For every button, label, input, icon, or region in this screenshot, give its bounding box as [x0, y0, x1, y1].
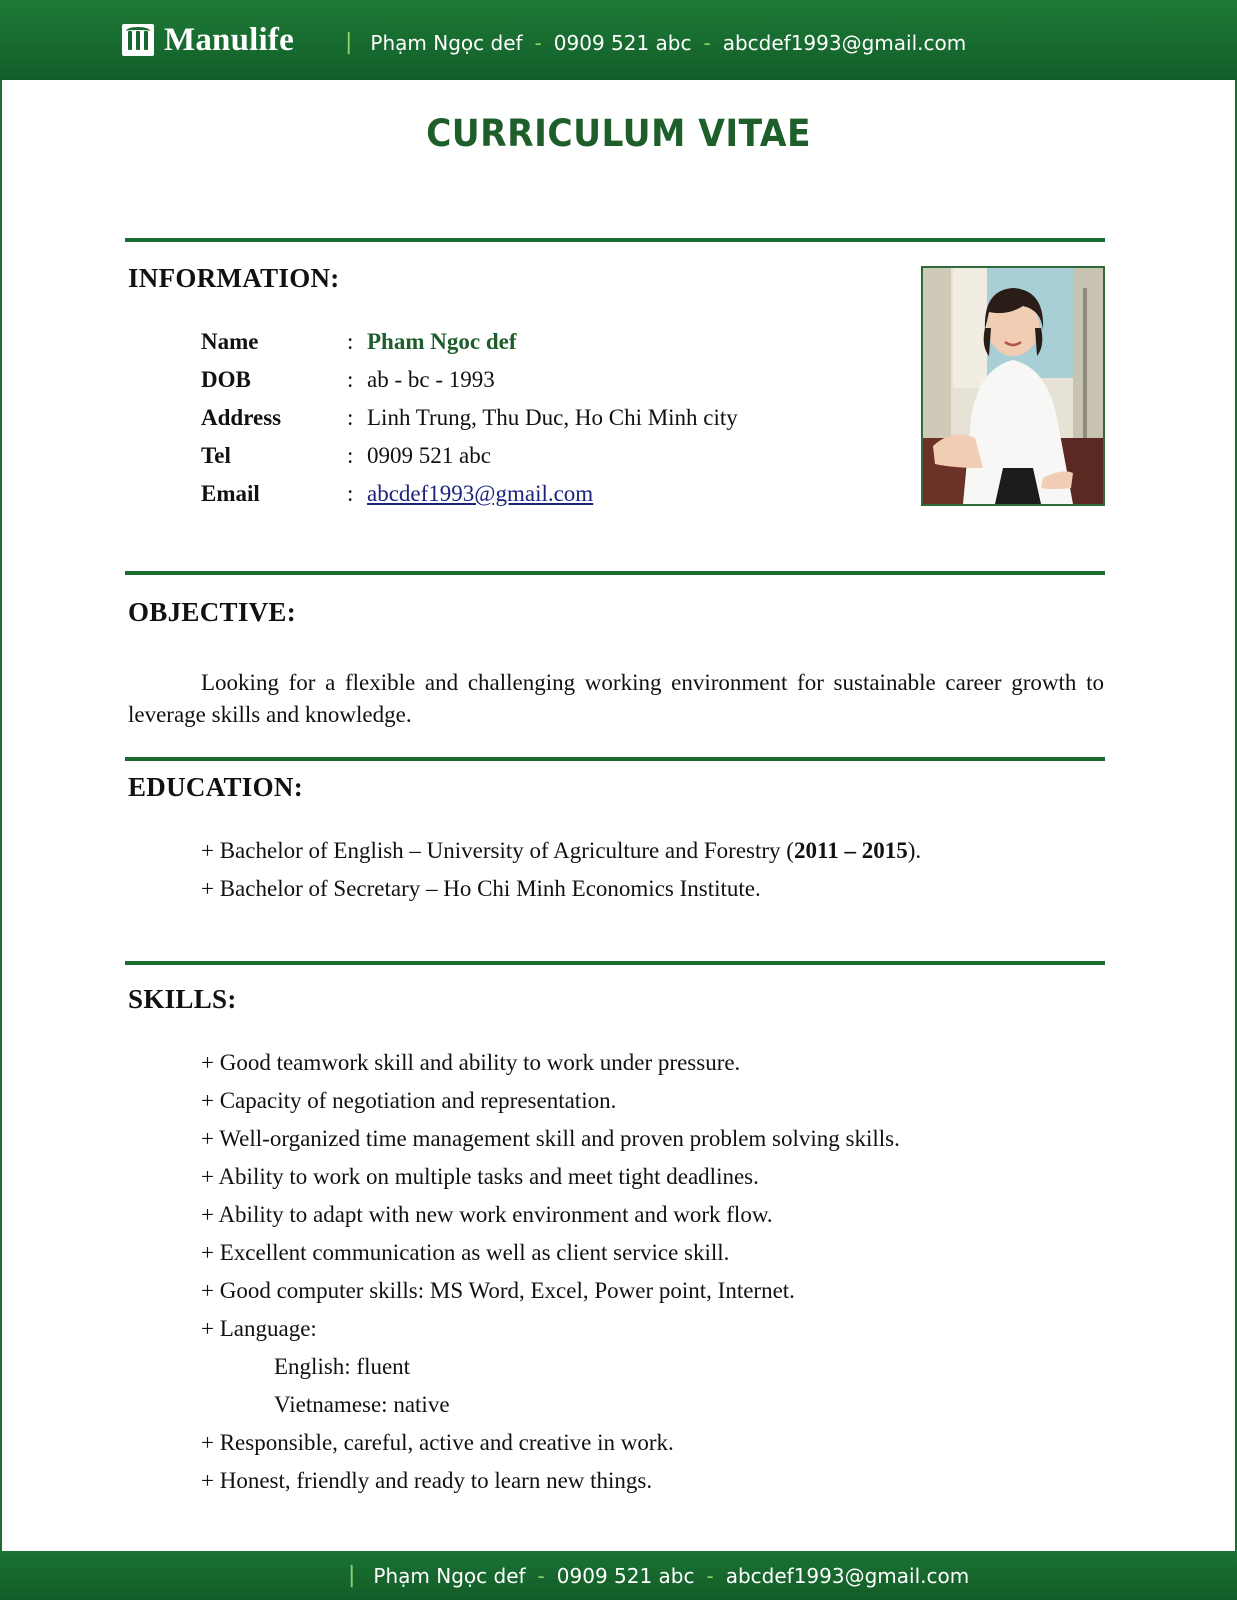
skill-item: + Good teamwork skill and ability to work under pressure. [201, 1050, 741, 1075]
skill-item: + Responsible, careful, active and creative in work. [201, 1430, 674, 1455]
skill-item: + Ability to work on multiple tasks and meet tight deadlines. [201, 1164, 759, 1189]
info-label: Email [201, 481, 260, 506]
info-colon: : [347, 329, 354, 354]
info-colon: : [347, 443, 354, 468]
header-contact-name: Phạm Ngọc def [370, 30, 523, 55]
info-value-address: Linh Trung, Thu Duc, Ho Chi Minh city [367, 405, 738, 430]
separator-dash: - [534, 30, 542, 55]
info-row-tel [201, 443, 491, 473]
section-divider [125, 238, 1105, 242]
skill-item: + Capacity of negotiation and representation. [201, 1088, 617, 1113]
education-heading: EDUCATION: [128, 772, 304, 802]
skill-item: + Excellent communication as well as client service skill. [201, 1240, 730, 1265]
info-colon: : [347, 405, 354, 430]
footer-contact [348, 1563, 969, 1588]
footer-contact-phone: 0909 521 abc [556, 1563, 695, 1588]
info-label: DOB [201, 367, 251, 392]
education-item: + Bachelor of Secretary – Ho Chi Minh Economics Institute. [201, 876, 761, 901]
separator-bar: | [345, 30, 353, 55]
information-heading: INFORMATION: [128, 263, 340, 293]
header-band [0, 0, 1237, 80]
info-value-dob: ab - bc - 1993 [367, 367, 495, 392]
info-colon: : [347, 481, 354, 506]
info-label: Tel [201, 443, 231, 468]
education-years: 2011 – 2015 [793, 838, 908, 863]
info-row-dob [201, 367, 495, 397]
skill-item: + Good computer skills: MS Word, Excel, Power point, Internet. [201, 1278, 795, 1303]
section-divider [125, 757, 1105, 761]
language-item: Vietnamese: native [274, 1392, 450, 1417]
info-row-name [201, 329, 516, 359]
info-row-email [201, 481, 593, 511]
info-colon: : [347, 367, 354, 392]
header-contact-phone: 0909 521 abc [553, 30, 692, 55]
objective-heading: OBJECTIVE: [128, 597, 297, 627]
footer-contact-email: abcdef1993@gmail.com [725, 1563, 970, 1588]
logo-text: Manulife [164, 21, 294, 58]
education-item-text: + Bachelor of English – University of Agriculture and Forestry ( [201, 838, 794, 863]
education-item [201, 838, 921, 864]
skill-item: + Language: [201, 1316, 317, 1341]
objective-text: Looking for a flexible and challenging working environment for sustainable career growth to leverage skills and knowledge. [128, 670, 1104, 727]
manulife-logo-icon [122, 24, 154, 56]
separator-dash: - [537, 1563, 545, 1588]
info-value-name: Pham Ngoc def [367, 329, 517, 354]
skill-item: + Well-organized time management skill and proven problem solving skills. [201, 1126, 900, 1151]
info-value-tel: 0909 521 abc [367, 443, 491, 468]
education-item-end: ). [907, 838, 922, 863]
header-contact-email: abcdef1993@gmail.com [722, 30, 967, 55]
separator-dash: - [706, 1563, 714, 1588]
info-label: Address [201, 405, 282, 430]
skill-item: + Ability to adapt with new work environment and work flow. [201, 1202, 773, 1227]
info-label: Name [201, 329, 259, 354]
skill-item: + Honest, friendly and ready to learn new things. [201, 1468, 653, 1493]
section-divider [125, 571, 1105, 575]
footer-band [0, 1551, 1237, 1600]
header-contact [345, 30, 966, 55]
section-divider [125, 961, 1105, 965]
manulife-logo [122, 20, 294, 60]
footer-contact-name: Phạm Ngọc def [373, 1563, 526, 1588]
skills-heading: SKILLS: [128, 984, 237, 1014]
separator-bar: | [348, 1563, 356, 1588]
separator-dash: - [703, 30, 711, 55]
page-title: CURRICULUM VITAE [426, 112, 811, 155]
email-link[interactable]: abcdef1993@gmail.com [367, 481, 594, 506]
info-row-address [201, 405, 738, 435]
profile-photo [921, 266, 1105, 506]
language-item: English: fluent [274, 1354, 411, 1379]
